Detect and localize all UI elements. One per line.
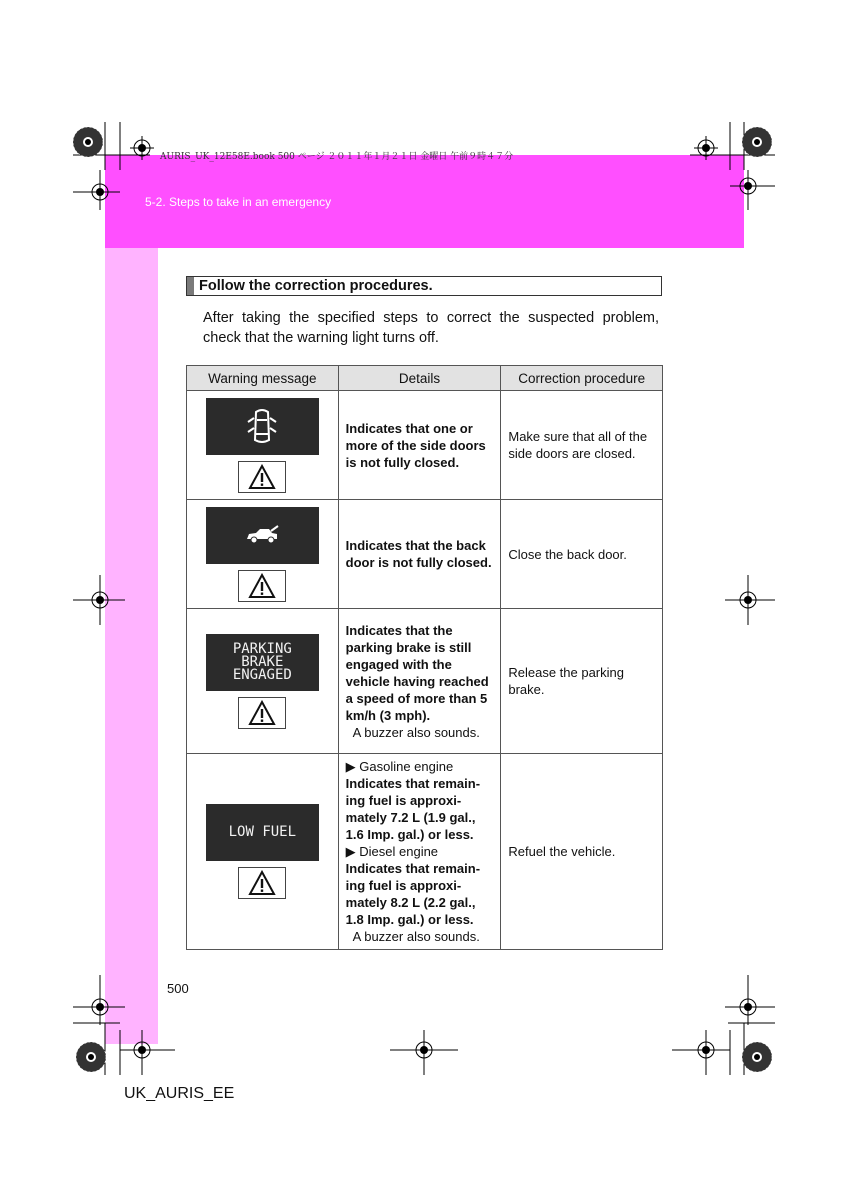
table-header-row: [187, 366, 663, 391]
table-row: [187, 609, 663, 754]
display-text: LOW FUEL: [228, 824, 297, 840]
footer-code: UK_AURIS_EE: [124, 1085, 235, 1102]
details-cell: [338, 754, 501, 950]
warning-triangle-icon: [238, 461, 286, 493]
details-note: A buzzer also sounds.: [352, 724, 480, 740]
warning-triangle-icon: [238, 697, 286, 729]
column-header: Details: [338, 366, 501, 391]
table-row: [187, 391, 663, 500]
details-cell: [338, 609, 501, 754]
warning-triangle-icon: [238, 867, 286, 899]
procedure-cell: Make sure that all of the side doors are closed.: [501, 391, 663, 500]
warning-message-cell: [187, 391, 339, 500]
display-screen: [206, 507, 319, 564]
warning-message-cell: [187, 609, 339, 754]
column-header: Warning message: [187, 366, 339, 391]
display-screen: [206, 398, 319, 455]
print-info: AURIS_UK_12E58E.book 500 ページ ２０１１年１月２１日 金曜日 午前９時４７分: [160, 152, 514, 162]
page-number: 500: [167, 981, 189, 996]
display-text: PARKING BRAKE ENGAGED: [232, 640, 292, 683]
display-screen: [206, 634, 319, 691]
diesel-label: ▶ Diesel engine: [345, 844, 439, 859]
table-row: [187, 500, 663, 609]
diesel-text: Indicates that remain-ing fuel is approxi-mately 8.2 L (2.2 gal., 1.8 Imp. gal.) or less.: [345, 861, 481, 927]
column-header: Correction procedure: [501, 366, 663, 391]
procedure-cell: Refuel the vehicle.: [501, 754, 663, 950]
car-doors-open-icon: [245, 406, 279, 446]
car-trunk-open-icon: [244, 525, 280, 545]
heading-bar: [187, 277, 194, 295]
section-heading: [186, 276, 662, 296]
details-cell: Indicates that the back door is not fully closed.: [338, 500, 501, 609]
section-title: 5-2. Steps to take in an emergency: [145, 195, 332, 209]
warning-message-cell: [187, 754, 339, 950]
intro-paragraph: After taking the specified steps to correct the suspected problem, check that the warning light turns off.: [203, 310, 659, 346]
details-cell: Indicates that one or more of the side doors is not fully closed.: [338, 391, 501, 500]
warning-triangle-icon: [238, 570, 286, 602]
procedure-cell: Release the parking brake.: [501, 609, 663, 754]
warning-message-cell: [187, 500, 339, 609]
gasoline-label: ▶ Gasoline engine: [345, 759, 454, 774]
warning-table: [186, 365, 663, 950]
display-screen: [206, 804, 319, 861]
procedure-cell: Close the back door.: [501, 500, 663, 609]
heading-text: Follow the correction procedures.: [199, 278, 433, 294]
details-note: A buzzer also sounds.: [352, 929, 480, 944]
gasoline-text: Indicates that remain-ing fuel is approxi-mately 7.2 L (1.9 gal., 1.6 Imp. gal.) or less.: [345, 776, 481, 842]
details-text: Indicates that the parking brake is still engaged with the vehicle having reached a speed of more than 5 km/h (3 mph).: [345, 622, 489, 723]
table-row: [187, 754, 663, 950]
